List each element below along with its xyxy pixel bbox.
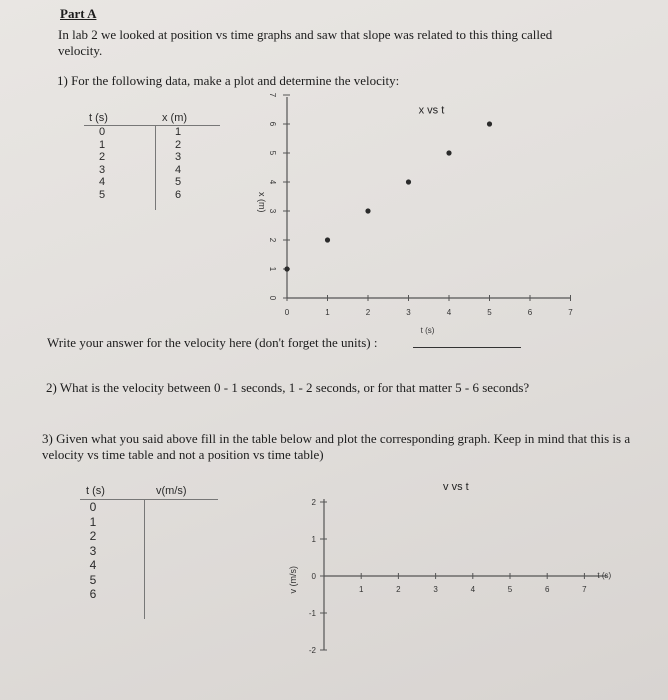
chart2-x-tick-label: 1 [358,585,364,594]
chart1-y-axis-label: x (m) [257,192,267,213]
table1-x-cell: 4 [174,163,182,176]
chart1-data-point [284,266,289,271]
table1-x-cell: 1 [174,126,182,138]
chart2-x-axis-label: t (s) [597,571,612,580]
table2-header-v: v(m/s) [156,485,187,497]
chart1-y-tick-label: 1 [268,266,277,272]
chart1-data-point [365,208,370,213]
chart1-x-tick-label: 3 [406,308,411,317]
table2-t-cell: 4 [89,558,97,572]
chart2-x-tick-label: 5 [507,585,513,594]
chart1-y-tick-label: 7 [268,92,277,98]
chart2-group [288,481,612,655]
chart1-y-tick-label: 4 [268,179,277,185]
table1-t-cell: 5 [98,188,106,201]
data-table-2 [80,485,220,620]
answer-prompt: Write your answer for the velocity here (don't forget the units) : [47,335,378,350]
chart2-y-axis-label: v (m/s) [288,565,298,594]
chart2-y-tick-label: 2 [311,498,316,507]
part-title: Part A [60,6,97,21]
chart2-x-tick-label: 3 [433,585,438,594]
chart2-x-tick-label: 6 [544,585,550,594]
table2-header-t: t (s) [86,485,105,497]
chart2-x-tick-label: 7 [582,585,587,594]
chart1-data-point [446,150,451,155]
chart1-x-axis-label: t (s) [420,326,435,335]
chart1-y-tick-label: 6 [268,121,277,127]
chart2-x-tick-label: 2 [396,585,401,594]
table2-t-cell: 2 [89,529,97,543]
chart2-y-tick-label: 1 [311,535,316,544]
table1-x-cell: 3 [174,151,182,163]
table2-column-rule [144,499,145,619]
table1-t-cell: 0 [98,126,106,138]
table1-header-x: x (m) [162,112,188,124]
chart1-y-tick-label: 0 [268,295,277,301]
table2-t-cell: 6 [89,587,97,601]
table2-t-cell: 1 [89,514,97,529]
chart1-data-point [406,179,411,184]
table1-t-cell: 1 [98,138,106,151]
intro-text: In lab 2 we looked at position vs time graphs and saw that slope was related to this thing called velocity. [58,27,553,58]
chart1-y-tick-label: 5 [268,150,277,156]
table1-t-cell: 2 [98,151,106,163]
chart1-y-tick-label: 3 [268,208,277,214]
chart1-x-tick-label: 6 [527,308,533,317]
chart1-group [257,93,573,335]
chart1-x-tick-label: 2 [365,308,371,317]
table2-v-column[interactable] [146,500,210,618]
table1-t-cell: 4 [98,176,106,188]
table1-header-t: t (s) [89,112,108,124]
chart1-data-point [325,237,330,242]
chart1-title: x vs t [418,104,445,117]
question-2: 2) What is the velocity between 0 - 1 seconds, 1 - 2 seconds, or for that matter 5 - 6 seconds? [46,380,530,395]
chart1-x-tick-label: 1 [325,308,330,317]
table2-t-cell: 0 [89,500,97,514]
table1-x-cell: 5 [174,176,182,188]
chart2-y-tick-label: 0 [311,572,316,581]
chart2-x-tick-label: 4 [470,585,476,594]
chart2-y-tick-label: -1 [308,609,316,618]
chart1-data-point [487,121,492,126]
chart1-x-tick-label: 0 [284,308,290,317]
question-3: 3) Given what you said above fill in the table below and plot the corresponding graph. Keep in mind that this is a velocity vs time table and not a position vs time table) [42,431,631,462]
table1-t-cell: 3 [98,163,106,176]
chart1-x-tick-label: 5 [487,308,492,317]
chart2-title: v vs t [443,481,469,493]
chart1-x-tick-label: 4 [446,308,452,317]
table2-t-cell: 5 [89,572,97,587]
chart1-x-tick-label: 7 [568,308,573,317]
answer-line[interactable] [413,347,521,348]
table2-t-column [83,500,103,602]
table1-x-cell: 2 [174,138,182,151]
chart1-y-tick-label: 2 [268,237,277,243]
table1-x-cell: 6 [174,188,182,201]
chart2-y-tick-label: -2 [308,646,316,655]
table2-t-cell: 3 [89,543,97,558]
question-1: 1) For the following data, make a plot and determine the velocity: [57,73,400,88]
